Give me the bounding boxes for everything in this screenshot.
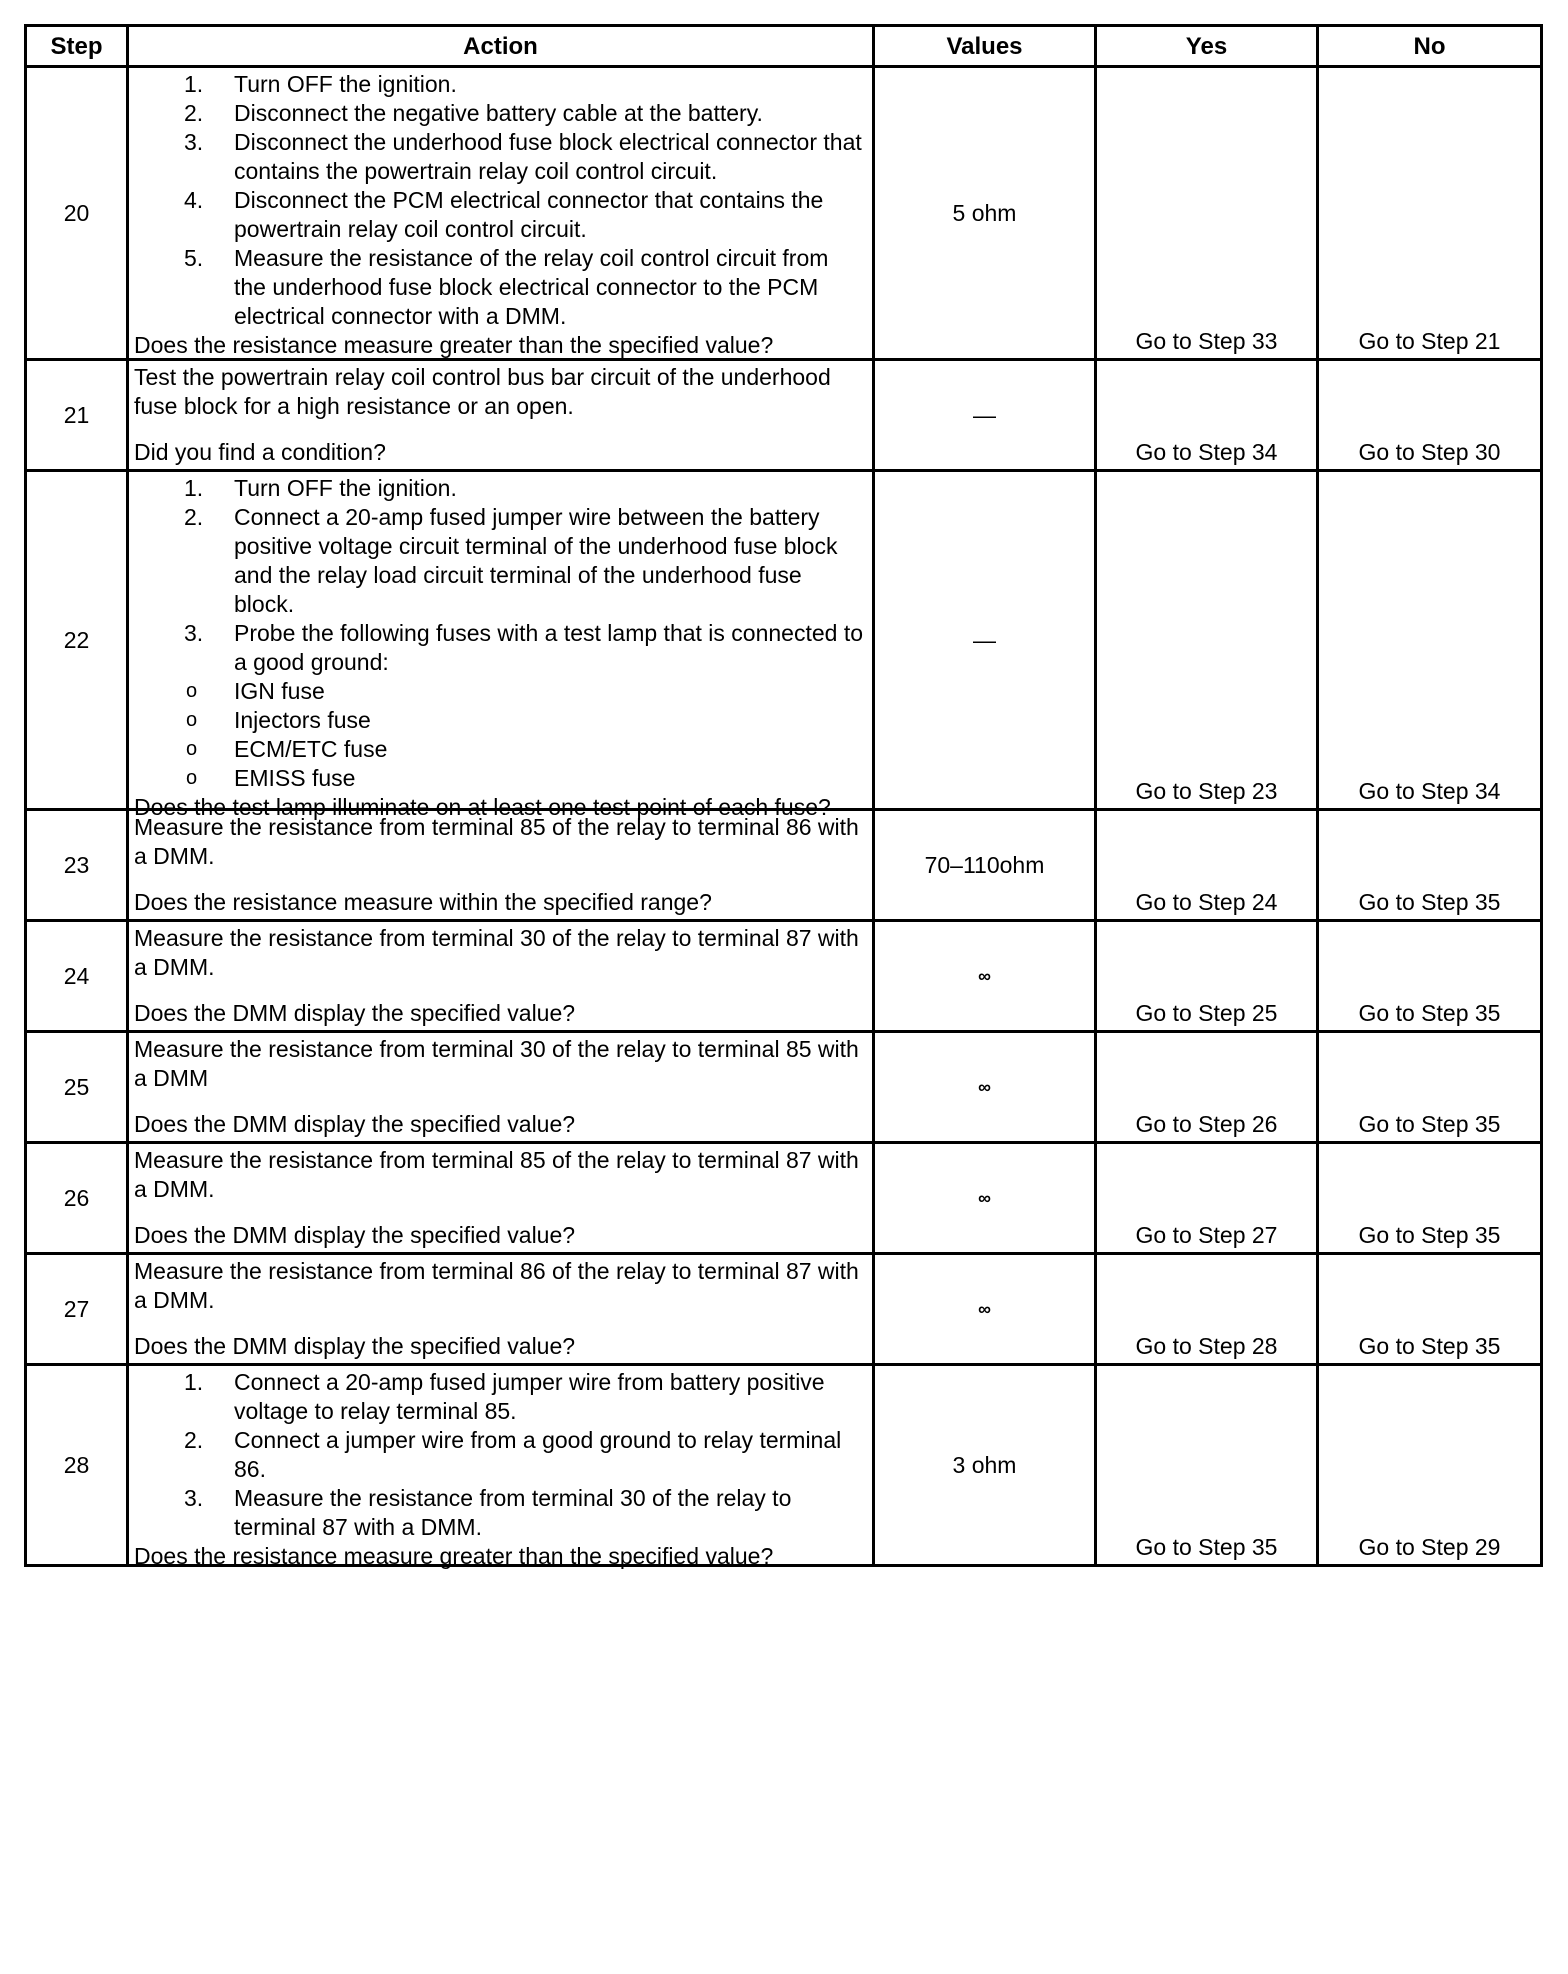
value-cell: ∞ bbox=[874, 1254, 1096, 1365]
value-cell: 70–110ohm bbox=[874, 810, 1096, 921]
action-question: Does the test lamp illuminate on at least one test point of each fuse? bbox=[134, 794, 831, 820]
value-cell: 5 ohm bbox=[874, 67, 1096, 360]
yes-result: Go to Step 23 bbox=[1096, 471, 1318, 810]
action-step: 1. Turn OFF the ignition. bbox=[184, 475, 457, 501]
table-row-step-22 bbox=[26, 471, 1542, 810]
header-no: No bbox=[1318, 26, 1542, 67]
action-text: Measure the resistance from terminal 86 of the relay to terminal 87 with a DMM. bbox=[134, 1258, 859, 1313]
fuse-list bbox=[134, 677, 864, 793]
no-result: Go to Step 35 bbox=[1318, 921, 1542, 1032]
step-number: 23 bbox=[26, 810, 128, 921]
header-row bbox=[26, 26, 1542, 67]
no-result: Go to Step 35 bbox=[1318, 810, 1542, 921]
table-row-step-26 bbox=[26, 1143, 1542, 1254]
action-question: Did you find a condition? bbox=[134, 439, 386, 465]
table-row-step-20 bbox=[26, 67, 1542, 360]
diagnostic-table-page bbox=[24, 24, 1540, 1567]
action-step: 2. Connect a 20-amp fused jumper wire between the battery positive voltage circuit terminal of the underhood fuse block and the relay load circuit terminal of the underhood fuse block. bbox=[184, 504, 838, 617]
action-cell bbox=[128, 360, 874, 471]
no-result: Go to Step 30 bbox=[1318, 360, 1542, 471]
action-text: Test the powertrain relay coil control bus bar circuit of the underhood fuse block for a high resistance or an open. bbox=[134, 364, 831, 419]
action-text: Measure the resistance from terminal 85 of the relay to terminal 86 with a DMM. bbox=[134, 814, 859, 869]
step-number: 22 bbox=[26, 471, 128, 810]
table-row-step-21 bbox=[26, 360, 1542, 471]
no-result: Go to Step 35 bbox=[1318, 1254, 1542, 1365]
action-steps-block bbox=[134, 474, 864, 793]
action-steps bbox=[134, 474, 864, 677]
value-cell: ∞ bbox=[874, 921, 1096, 1032]
action-cell bbox=[128, 67, 874, 360]
value-cell: ∞ bbox=[874, 1032, 1096, 1143]
action-step: 1. Turn OFF the ignition. bbox=[184, 71, 457, 97]
yes-result: Go to Step 34 bbox=[1096, 360, 1318, 471]
action-steps bbox=[134, 1368, 864, 1542]
yes-result: Go to Step 28 bbox=[1096, 1254, 1318, 1365]
action-step: 1. Connect a 20-amp fused jumper wire from battery positive voltage to relay terminal 85. bbox=[184, 1369, 825, 1424]
step-number: 24 bbox=[26, 921, 128, 1032]
action-text: Measure the resistance from terminal 30 of the relay to terminal 87 with a DMM. bbox=[134, 925, 859, 980]
no-result: Go to Step 35 bbox=[1318, 1032, 1542, 1143]
header-action: Action bbox=[128, 26, 874, 67]
value-cell: — bbox=[874, 471, 1096, 810]
yes-result: Go to Step 25 bbox=[1096, 921, 1318, 1032]
action-step: 2. Disconnect the negative battery cable at the battery. bbox=[184, 100, 763, 126]
action-cell bbox=[128, 471, 874, 820]
fuse-item: o EMISS fuse bbox=[186, 765, 356, 791]
step-number: 28 bbox=[26, 1365, 128, 1566]
header-step: Step bbox=[26, 26, 128, 67]
action-cell bbox=[128, 1365, 874, 1569]
action-text: Measure the resistance from terminal 85 of the relay to terminal 87 with a DMM. bbox=[134, 1147, 859, 1202]
value-cell: — bbox=[874, 360, 1096, 471]
yes-result: Go to Step 26 bbox=[1096, 1032, 1318, 1143]
yes-result: Go to Step 35 bbox=[1096, 1365, 1318, 1566]
value-cell: 3 ohm bbox=[874, 1365, 1096, 1566]
action-step: 3. Probe the following fuses with a test lamp that is connected to a good ground: bbox=[184, 620, 864, 675]
table-row-step-28 bbox=[26, 1365, 1542, 1566]
yes-result: Go to Step 27 bbox=[1096, 1143, 1318, 1254]
action-question: Does the DMM display the specified value? bbox=[134, 1333, 576, 1359]
step-number: 26 bbox=[26, 1143, 128, 1254]
yes-result: Go to Step 24 bbox=[1096, 810, 1318, 921]
action-question: Does the resistance measure within the specified range? bbox=[134, 889, 712, 915]
table-row-step-25 bbox=[26, 1032, 1542, 1143]
step-number: 20 bbox=[26, 67, 128, 360]
table-row-step-24 bbox=[26, 921, 1542, 1032]
action-steps bbox=[134, 70, 864, 331]
no-result: Go to Step 29 bbox=[1318, 1365, 1542, 1566]
fuse-item: o Injectors fuse bbox=[186, 707, 371, 733]
step-number: 27 bbox=[26, 1254, 128, 1365]
action-cell bbox=[128, 1032, 874, 1143]
header-yes: Yes bbox=[1096, 26, 1318, 67]
step-number: 25 bbox=[26, 1032, 128, 1143]
action-cell bbox=[128, 1254, 874, 1365]
no-result: Go to Step 35 bbox=[1318, 1143, 1542, 1254]
action-step: 2. Connect a jumper wire from a good ground to relay terminal 86. bbox=[184, 1427, 842, 1482]
value-cell: ∞ bbox=[874, 1143, 1096, 1254]
action-question: Does the DMM display the specified value? bbox=[134, 1000, 576, 1026]
action-question: Does the resistance measure greater than the specified value? bbox=[134, 1543, 774, 1569]
action-question: Does the resistance measure greater than the specified value? bbox=[134, 332, 774, 358]
action-cell bbox=[128, 1143, 874, 1254]
table-row-step-23 bbox=[26, 810, 1542, 921]
step-number: 21 bbox=[26, 360, 128, 471]
action-question: Does the DMM display the specified value? bbox=[134, 1111, 576, 1137]
diagnostic-table bbox=[24, 24, 1543, 1567]
no-result: Go to Step 34 bbox=[1318, 471, 1542, 810]
action-cell bbox=[128, 921, 874, 1032]
action-question: Does the DMM display the specified value? bbox=[134, 1222, 576, 1248]
yes-result: Go to Step 33 bbox=[1096, 67, 1318, 360]
action-step: 3. Measure the resistance from terminal 30 of the relay to terminal 87 with a DMM. bbox=[184, 1485, 792, 1540]
action-cell bbox=[128, 810, 874, 921]
action-text: Measure the resistance from terminal 30 of the relay to terminal 85 with a DMM bbox=[134, 1036, 859, 1091]
fuse-item: o IGN fuse bbox=[186, 678, 325, 704]
fuse-item: o ECM/ETC fuse bbox=[186, 736, 388, 762]
action-step: 4. Disconnect the PCM electrical connector that contains the powertrain relay coil control circuit. bbox=[184, 187, 824, 242]
header-values: Values bbox=[874, 26, 1096, 67]
action-step: 5. Measure the resistance of the relay coil control circuit from the underhood fuse block electrical connector to the PCM electrical connector with a DMM. bbox=[184, 245, 829, 329]
action-step: 3. Disconnect the underhood fuse block electrical connector that contains the powertrain relay coil control circuit. bbox=[184, 129, 862, 184]
table-row-step-27 bbox=[26, 1254, 1542, 1365]
no-result: Go to Step 21 bbox=[1318, 67, 1542, 360]
